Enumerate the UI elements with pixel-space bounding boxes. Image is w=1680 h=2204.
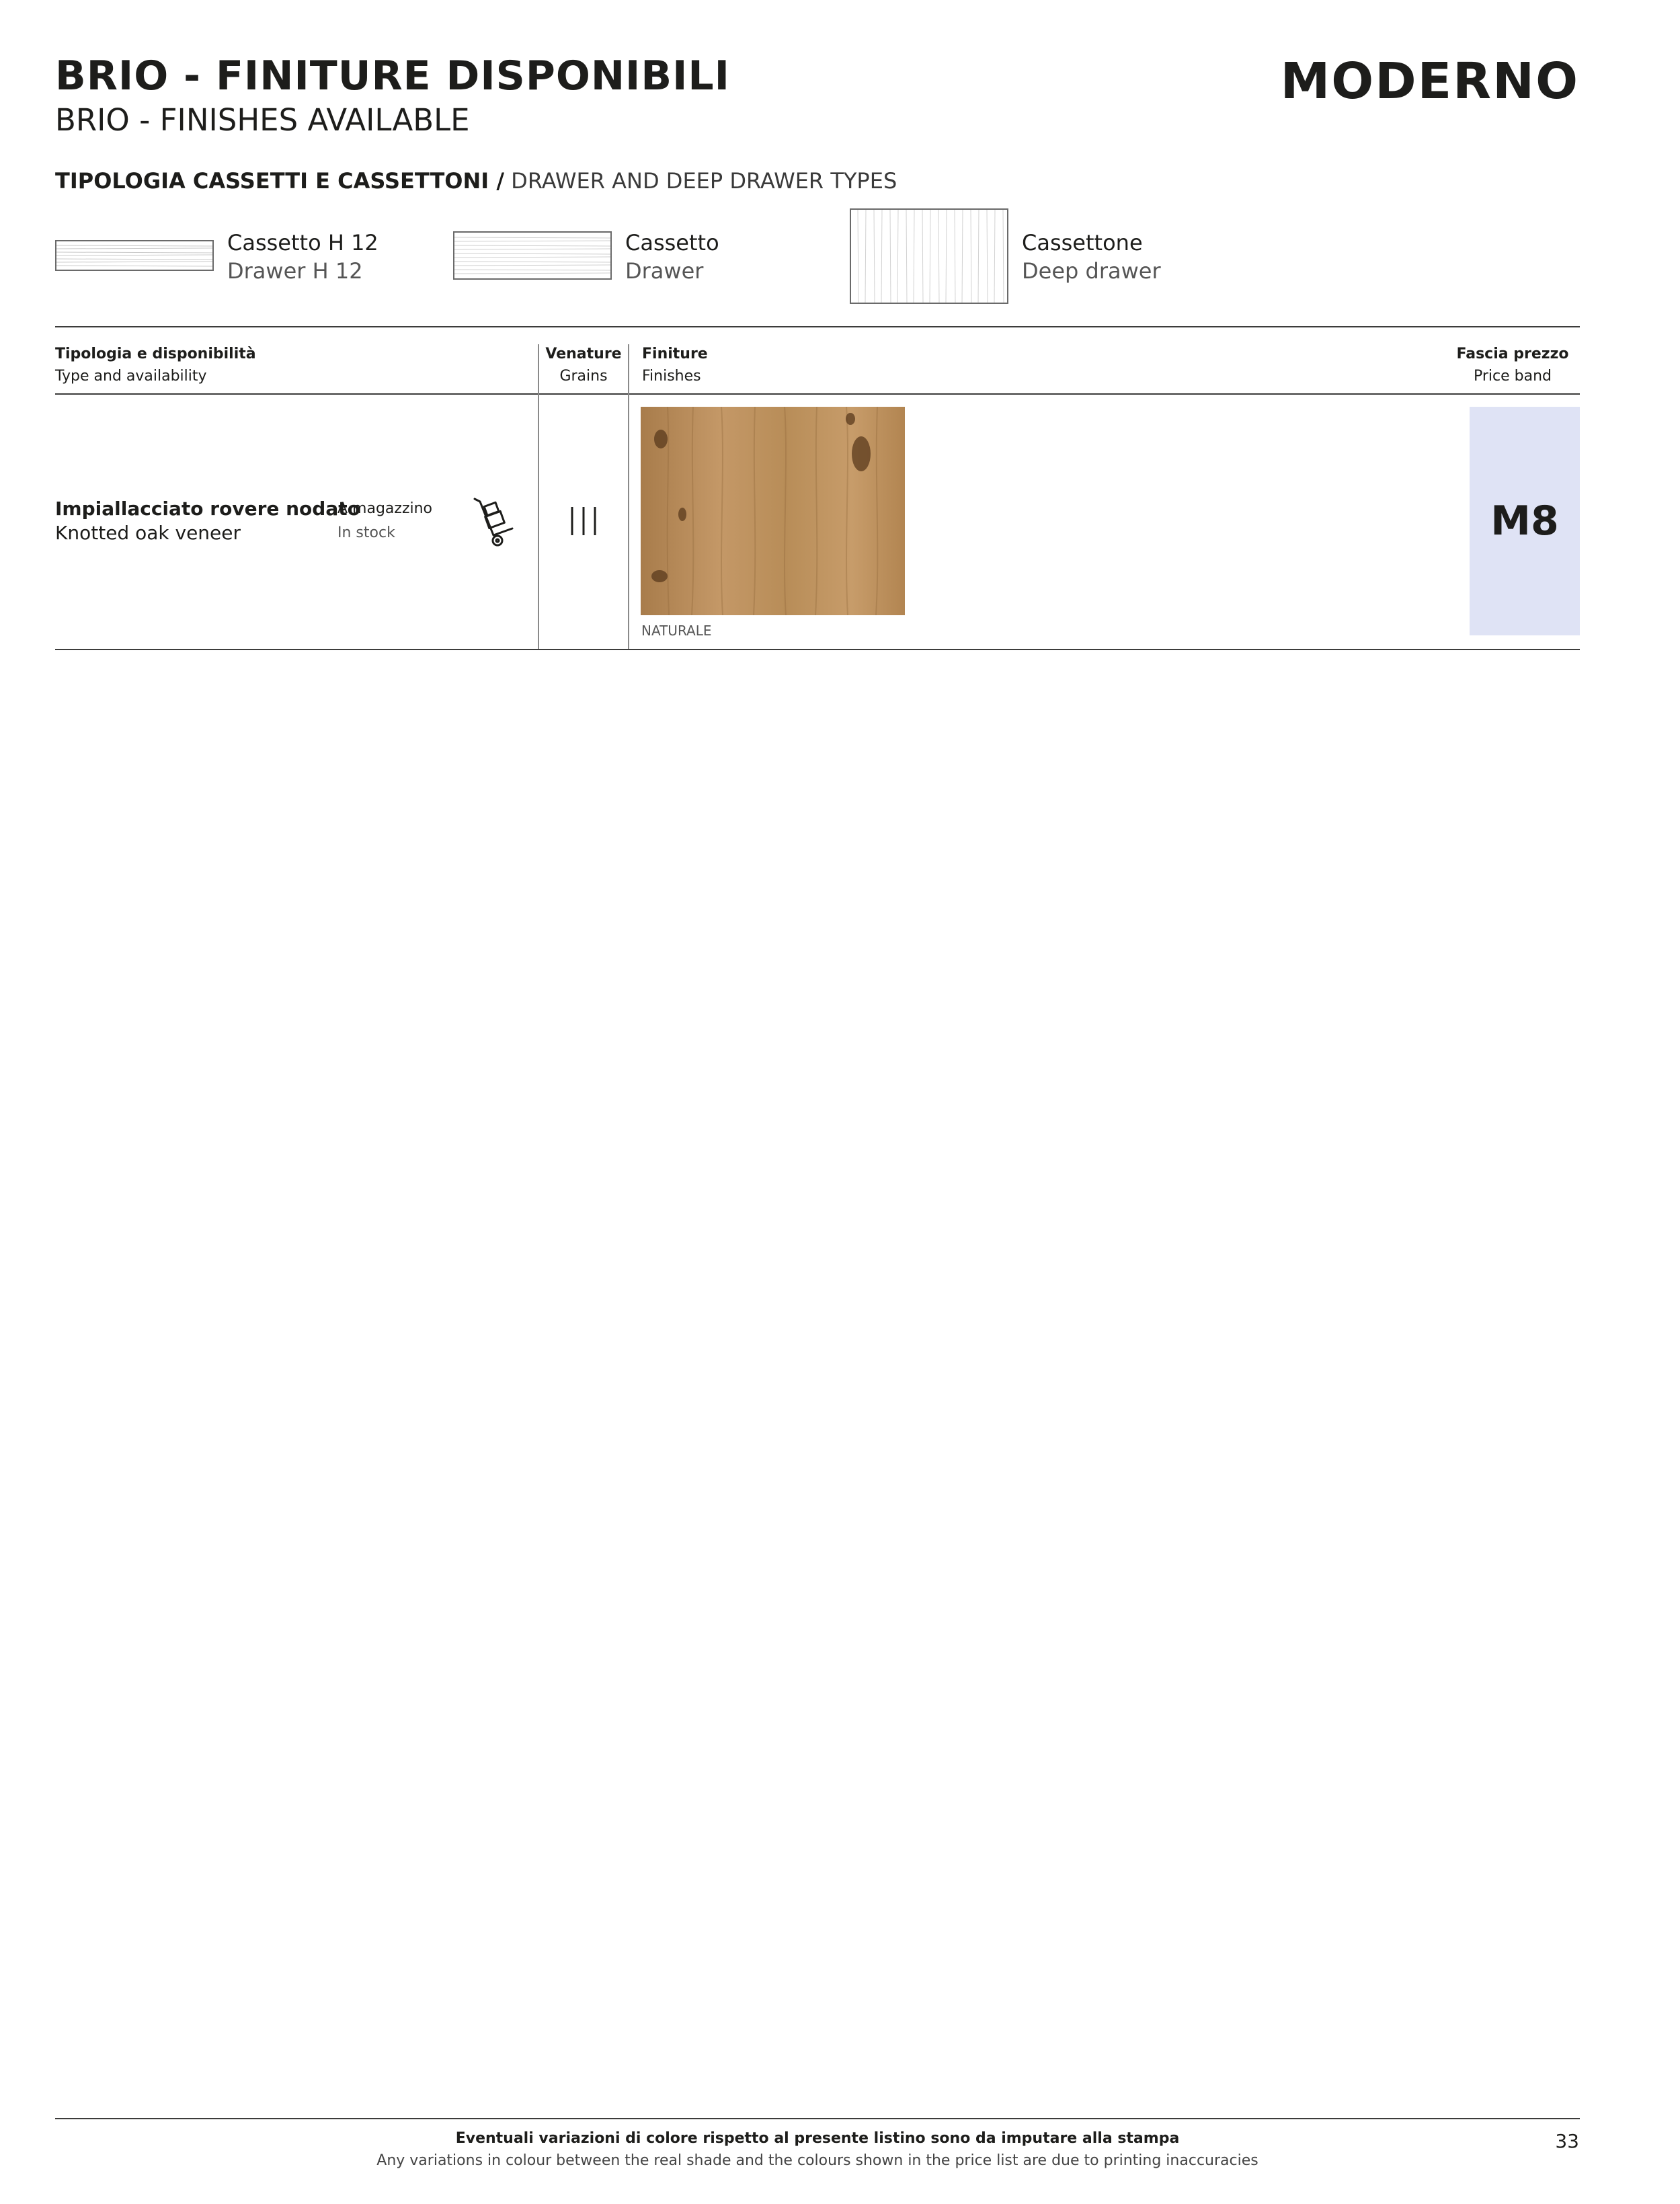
header-finishes: Finiture xyxy=(642,346,708,362)
section-title xyxy=(55,168,897,194)
page-title: BRIO - FINITURE DISPONIBILI xyxy=(55,52,730,100)
deep-drawer-swatch xyxy=(850,208,1008,304)
drawer-type-name: Cassetto xyxy=(625,230,719,255)
page-number: 33 xyxy=(1555,2130,1579,2152)
section-title-it: TIPOLOGIA CASSETTI E CASSETTONI / xyxy=(55,168,504,194)
drawer-type-name: Cassettone xyxy=(1022,230,1143,255)
drawer-swatch xyxy=(453,231,612,280)
drawer-type-subname: Drawer xyxy=(625,258,704,284)
header-price-band-en: Price band xyxy=(1473,368,1552,385)
header-grains-en: Grains xyxy=(559,368,608,385)
header-type-en: Type and availability xyxy=(55,368,207,385)
material-name-en: Knotted oak veneer xyxy=(55,522,241,544)
column-divider xyxy=(538,344,539,650)
drawer-type-subname: Deep drawer xyxy=(1022,258,1161,284)
material-name: Impiallacciato rovere nodato xyxy=(55,498,360,520)
price-band-value: M8 xyxy=(1490,498,1559,545)
horizontal-grain-pattern xyxy=(454,233,610,278)
knotted-oak-texture xyxy=(641,407,905,615)
drawer-type-subname: Drawer H 12 xyxy=(227,258,363,284)
table-top-rule xyxy=(55,326,1580,327)
header-type: Tipologia e disponibilità xyxy=(55,346,256,362)
finish-label: NATURALE xyxy=(641,623,712,639)
section-title-en: DRAWER AND DEEP DRAWER TYPES xyxy=(511,168,897,194)
page-subtitle: BRIO - FINISHES AVAILABLE xyxy=(55,102,470,138)
header-price-band: Fascia prezzo xyxy=(1456,346,1569,362)
stock-status: A magazzino xyxy=(337,500,433,517)
table-bottom-rule xyxy=(55,649,1580,650)
footer-note-en: Any variations in colour between the real shade and the colours shown in the price list are due to printing inaccuracies xyxy=(376,2152,1258,2169)
column-divider xyxy=(628,344,629,650)
header-grains: Venature xyxy=(545,346,622,362)
drawer-h12-swatch xyxy=(55,240,214,271)
table-header-rule xyxy=(55,393,1580,395)
stock-status-en: In stock xyxy=(337,524,395,541)
price-band-badge xyxy=(1470,407,1580,635)
vertical-grain-pattern xyxy=(851,210,1007,303)
drawer-type-name: Cassetto H 12 xyxy=(227,230,378,255)
footer-rule xyxy=(55,2118,1580,2119)
collection-label: MODERNO xyxy=(1280,52,1579,110)
header-finishes-en: Finishes xyxy=(642,368,701,385)
finish-swatch-naturale[interactable] xyxy=(641,407,905,615)
hand-truck-icon xyxy=(471,496,522,547)
footer-note: Eventuali variazioni di colore rispetto al presente listino sono da imputare alla stampa xyxy=(455,2130,1180,2147)
vertical-grain-icon xyxy=(568,506,599,537)
horizontal-grain-pattern xyxy=(56,241,212,270)
